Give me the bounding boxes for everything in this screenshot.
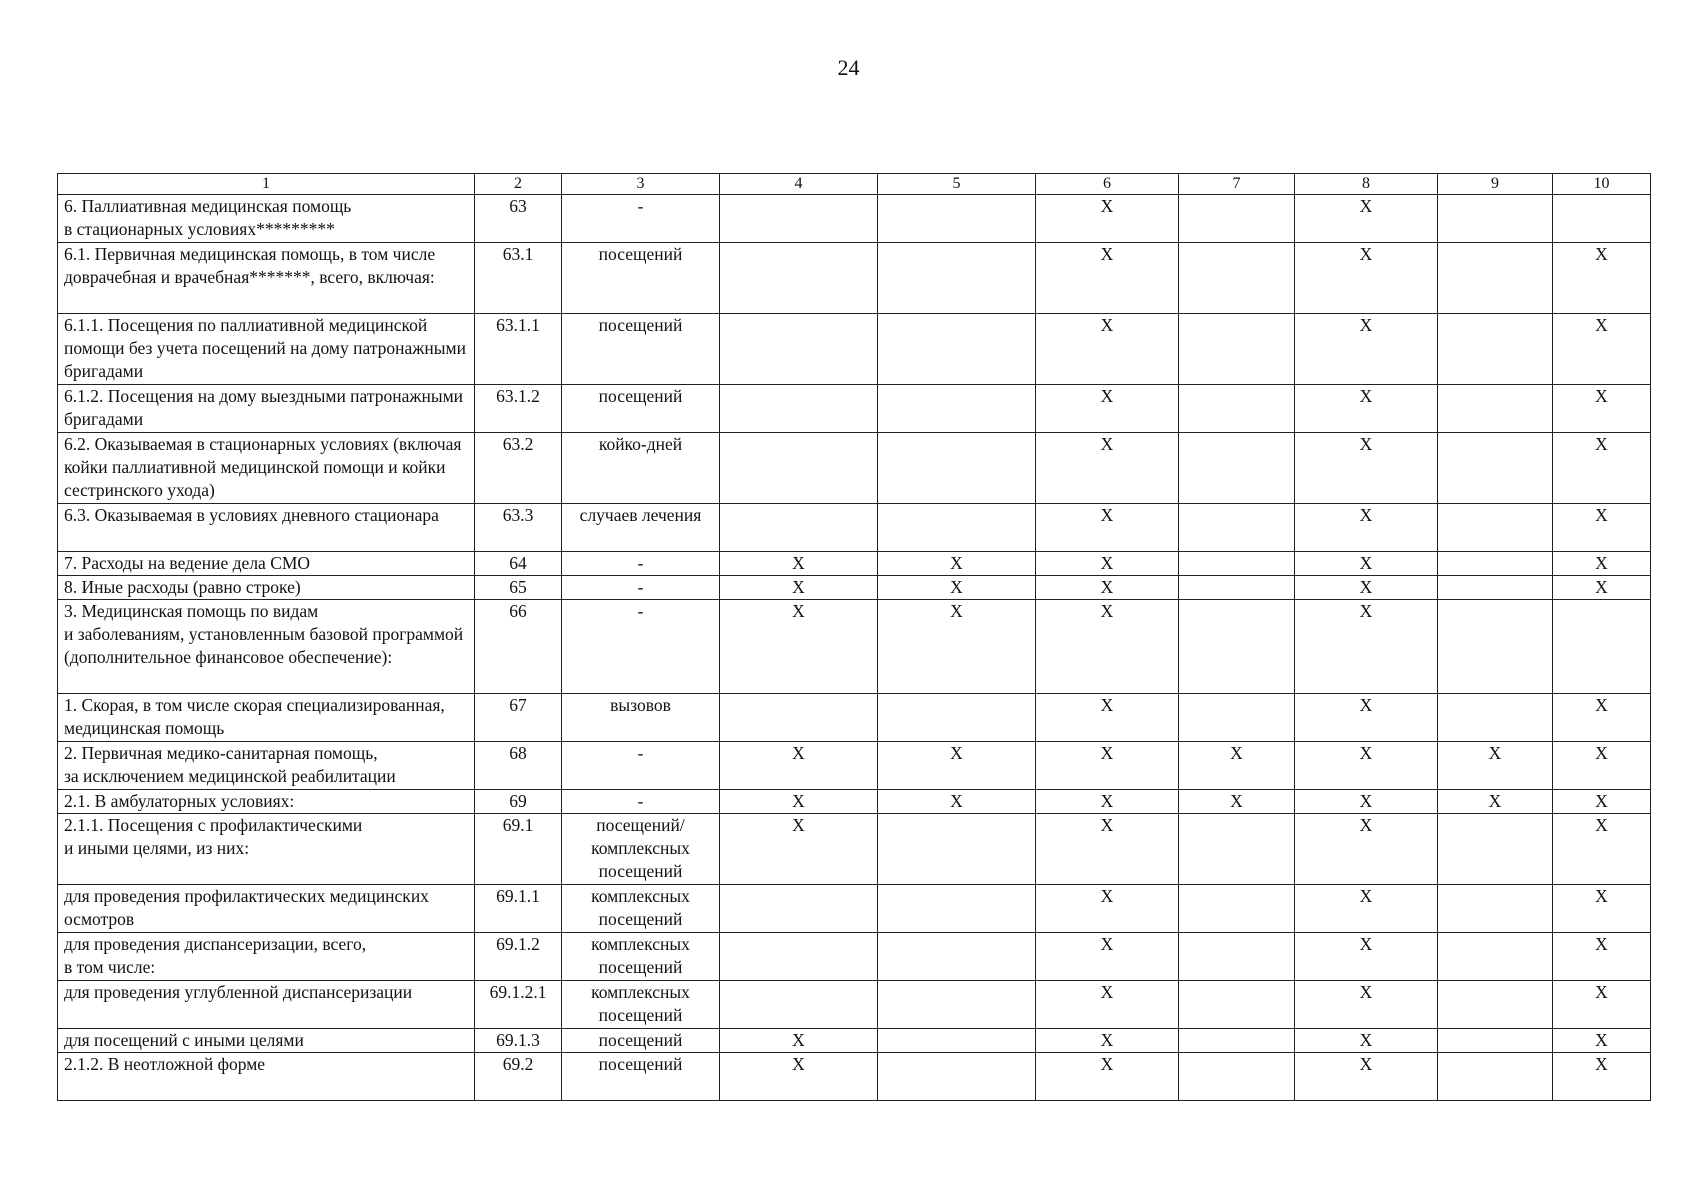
table-row (58, 600, 1651, 694)
cell-col-6: X (1036, 576, 1179, 600)
cell-col-7: X (1179, 790, 1295, 814)
row-unit: комплексных посещений (562, 933, 720, 981)
row-label: 6. Паллиативная медицинская помощь в стационарных условиях********* (58, 195, 475, 243)
cell-col-10: X (1553, 694, 1651, 742)
row-unit: - (562, 790, 720, 814)
cell-col-8: X (1295, 1053, 1438, 1101)
row-label: 2. Первичная медико-санитарная помощь, за исключением медицинской реабилитации (58, 742, 475, 790)
row-unit: посещений/ комплексных посещений (562, 814, 720, 885)
cell-col-7 (1179, 1029, 1295, 1053)
row-code: 65 (475, 576, 562, 600)
table-header-row (58, 174, 1651, 195)
cell-col-9 (1438, 385, 1553, 433)
row-label: 1. Скорая, в том числе скорая специализированная, медицинская помощь (58, 694, 475, 742)
row-code: 69.1 (475, 814, 562, 885)
row-unit: комплексных посещений (562, 981, 720, 1029)
cell-col-7 (1179, 814, 1295, 885)
row-unit: - (562, 195, 720, 243)
cell-col-8: X (1295, 885, 1438, 933)
cell-col-6: X (1036, 885, 1179, 933)
cell-col-7 (1179, 885, 1295, 933)
cell-col-6: X (1036, 195, 1179, 243)
cell-col-8: X (1295, 385, 1438, 433)
cell-col-10 (1553, 195, 1651, 243)
cell-col-8: X (1295, 576, 1438, 600)
cell-col-10: X (1553, 552, 1651, 576)
row-code: 69 (475, 790, 562, 814)
cell-col-4 (720, 433, 878, 504)
cell-col-8: X (1295, 981, 1438, 1029)
cell-col-5: X (878, 576, 1036, 600)
table-row (58, 385, 1651, 433)
cell-col-5 (878, 433, 1036, 504)
cell-col-6: X (1036, 314, 1179, 385)
cell-col-7 (1179, 243, 1295, 314)
cell-col-4 (720, 195, 878, 243)
cell-col-10: X (1553, 385, 1651, 433)
cell-col-4 (720, 885, 878, 933)
cell-col-5 (878, 885, 1036, 933)
cell-col-5 (878, 195, 1036, 243)
row-unit: - (562, 742, 720, 790)
cell-col-10: X (1553, 981, 1651, 1029)
cell-col-8: X (1295, 504, 1438, 552)
row-code: 69.1.1 (475, 885, 562, 933)
cell-col-10: X (1553, 933, 1651, 981)
cell-col-8: X (1295, 694, 1438, 742)
cell-col-4: X (720, 600, 878, 694)
row-code: 63.1.1 (475, 314, 562, 385)
row-unit: посещений (562, 243, 720, 314)
cell-col-4 (720, 314, 878, 385)
row-code: 69.1.2 (475, 933, 562, 981)
cell-col-9 (1438, 814, 1553, 885)
column-header: 6 (1036, 174, 1179, 195)
table-row (58, 814, 1651, 885)
row-label: для проведения профилактических медицинских осмотров (58, 885, 475, 933)
cell-col-8: X (1295, 1029, 1438, 1053)
table-row (58, 981, 1651, 1029)
row-label: для проведения диспансеризации, всего, в том числе: (58, 933, 475, 981)
cell-col-9 (1438, 243, 1553, 314)
table-row (58, 1029, 1651, 1053)
cell-col-7 (1179, 433, 1295, 504)
cell-col-6: X (1036, 694, 1179, 742)
cell-col-5: X (878, 552, 1036, 576)
cell-col-9 (1438, 885, 1553, 933)
table-row (58, 694, 1651, 742)
cell-col-7 (1179, 552, 1295, 576)
cell-col-8: X (1295, 790, 1438, 814)
table-row (58, 576, 1651, 600)
cell-col-4: X (720, 1053, 878, 1101)
cell-col-10: X (1553, 885, 1651, 933)
cell-col-8: X (1295, 433, 1438, 504)
cell-col-5 (878, 1029, 1036, 1053)
row-code: 69.1.3 (475, 1029, 562, 1053)
cell-col-7 (1179, 195, 1295, 243)
cell-col-4 (720, 933, 878, 981)
cell-col-6: X (1036, 814, 1179, 885)
cell-col-5 (878, 694, 1036, 742)
cell-col-8: X (1295, 552, 1438, 576)
cell-col-6: X (1036, 742, 1179, 790)
cell-col-6: X (1036, 933, 1179, 981)
row-code: 66 (475, 600, 562, 694)
column-header: 1 (58, 174, 475, 195)
cell-col-8: X (1295, 243, 1438, 314)
row-label: 2.1. В амбулаторных условиях: (58, 790, 475, 814)
cell-col-10: X (1553, 790, 1651, 814)
row-label: 6.1. Первичная медицинская помощь, в том числе доврачебная и врачебная*******, всего, включая: (58, 243, 475, 314)
cell-col-9 (1438, 195, 1553, 243)
cell-col-5 (878, 1053, 1036, 1101)
cell-col-4 (720, 243, 878, 314)
table-row (58, 243, 1651, 314)
cell-col-9 (1438, 600, 1553, 694)
cell-col-6: X (1036, 433, 1179, 504)
page-number: 24 (837, 55, 860, 80)
cell-col-6: X (1036, 504, 1179, 552)
row-label: 6.1.2. Посещения на дому выездными патронажными бригадами (58, 385, 475, 433)
cell-col-10: X (1553, 742, 1651, 790)
cell-col-8: X (1295, 933, 1438, 981)
row-unit: комплексных посещений (562, 885, 720, 933)
cell-col-6: X (1036, 385, 1179, 433)
column-header: 2 (475, 174, 562, 195)
row-code: 63.2 (475, 433, 562, 504)
row-code: 63 (475, 195, 562, 243)
column-header: 4 (720, 174, 878, 195)
cell-col-7 (1179, 1053, 1295, 1101)
column-header: 8 (1295, 174, 1438, 195)
row-unit: - (562, 552, 720, 576)
row-label: 7. Расходы на ведение дела СМО (58, 552, 475, 576)
column-header: 5 (878, 174, 1036, 195)
cell-col-10: X (1553, 1053, 1651, 1101)
cell-col-8: X (1295, 600, 1438, 694)
cell-col-9: X (1438, 742, 1553, 790)
cell-col-7 (1179, 694, 1295, 742)
row-label: 6.2. Оказываемая в стационарных условиях (включая койки паллиативной медицинской помощи и койки сестринского ухода) (58, 433, 475, 504)
table-row (58, 933, 1651, 981)
row-code: 63.1.2 (475, 385, 562, 433)
cell-col-5 (878, 814, 1036, 885)
table-row (58, 314, 1651, 385)
cell-col-6: X (1036, 981, 1179, 1029)
cell-col-5: X (878, 600, 1036, 694)
row-label: для посещений с иными целями (58, 1029, 475, 1053)
row-code: 69.2 (475, 1053, 562, 1101)
cell-col-6: X (1036, 552, 1179, 576)
cell-col-4: X (720, 1029, 878, 1053)
cell-col-9 (1438, 576, 1553, 600)
cell-col-7 (1179, 981, 1295, 1029)
cell-col-7 (1179, 314, 1295, 385)
cell-col-6: X (1036, 600, 1179, 694)
cell-col-9 (1438, 1053, 1553, 1101)
cell-col-4 (720, 385, 878, 433)
table-row (58, 195, 1651, 243)
row-label: 2.1.2. В неотложной форме (58, 1053, 475, 1101)
cell-col-10: X (1553, 314, 1651, 385)
cell-col-9 (1438, 504, 1553, 552)
cell-col-8: X (1295, 814, 1438, 885)
cell-col-5 (878, 314, 1036, 385)
cell-col-9 (1438, 694, 1553, 742)
table-row (58, 504, 1651, 552)
row-unit: вызовов (562, 694, 720, 742)
cell-col-10: X (1553, 433, 1651, 504)
cell-col-7 (1179, 933, 1295, 981)
cell-col-4 (720, 504, 878, 552)
row-label: 2.1.1. Посещения с профилактическими и иными целями, из них: (58, 814, 475, 885)
cell-col-9 (1438, 933, 1553, 981)
row-unit: посещений (562, 385, 720, 433)
cell-col-5 (878, 385, 1036, 433)
cell-col-5 (878, 243, 1036, 314)
column-header: 3 (562, 174, 720, 195)
row-unit: - (562, 576, 720, 600)
cell-col-5: X (878, 742, 1036, 790)
cell-col-4: X (720, 814, 878, 885)
row-code: 63.1 (475, 243, 562, 314)
row-code: 69.1.2.1 (475, 981, 562, 1029)
row-unit: посещений (562, 314, 720, 385)
row-unit: посещений (562, 1053, 720, 1101)
cell-col-4 (720, 694, 878, 742)
row-unit: - (562, 600, 720, 694)
cell-col-8: X (1295, 195, 1438, 243)
data-table (57, 173, 1651, 1101)
cell-col-10: X (1553, 1029, 1651, 1053)
cell-col-5 (878, 933, 1036, 981)
cell-col-9 (1438, 1029, 1553, 1053)
cell-col-9: X (1438, 790, 1553, 814)
table-row (58, 790, 1651, 814)
cell-col-9 (1438, 433, 1553, 504)
cell-col-7: X (1179, 742, 1295, 790)
row-code: 63.3 (475, 504, 562, 552)
table-row (58, 742, 1651, 790)
column-header: 9 (1438, 174, 1553, 195)
cell-col-7 (1179, 385, 1295, 433)
cell-col-10: X (1553, 576, 1651, 600)
cell-col-8: X (1295, 742, 1438, 790)
cell-col-6: X (1036, 243, 1179, 314)
cell-col-5 (878, 504, 1036, 552)
cell-col-10: X (1553, 243, 1651, 314)
cell-col-10: X (1553, 504, 1651, 552)
cell-col-7 (1179, 504, 1295, 552)
table-row (58, 552, 1651, 576)
row-code: 67 (475, 694, 562, 742)
column-header: 10 (1553, 174, 1651, 195)
row-label: 3. Медицинская помощь по видам и заболеваниям, установленным базовой программой (дополнительное финансовое обеспечение): (58, 600, 475, 694)
cell-col-4: X (720, 790, 878, 814)
cell-col-6: X (1036, 790, 1179, 814)
cell-col-10: X (1553, 814, 1651, 885)
cell-col-9 (1438, 314, 1553, 385)
row-label: 6.1.1. Посещения по паллиативной медицинской помощи без учета посещений на дому патронажными бригадами (58, 314, 475, 385)
cell-col-5 (878, 981, 1036, 1029)
cell-col-9 (1438, 552, 1553, 576)
row-unit: посещений (562, 1029, 720, 1053)
row-label: 8. Иные расходы (равно строке) (58, 576, 475, 600)
column-header: 7 (1179, 174, 1295, 195)
cell-col-4 (720, 981, 878, 1029)
row-code: 68 (475, 742, 562, 790)
cell-col-9 (1438, 981, 1553, 1029)
cell-col-4: X (720, 552, 878, 576)
table-row (58, 1053, 1651, 1101)
cell-col-8: X (1295, 314, 1438, 385)
row-code: 64 (475, 552, 562, 576)
row-unit: койко-дней (562, 433, 720, 504)
row-label: для проведения углубленной диспансеризации (58, 981, 475, 1029)
row-label: 6.3. Оказываемая в условиях дневного стационара (58, 504, 475, 552)
table-row (58, 885, 1651, 933)
cell-col-4: X (720, 742, 878, 790)
cell-col-6: X (1036, 1053, 1179, 1101)
cell-col-6: X (1036, 1029, 1179, 1053)
cell-col-10 (1553, 600, 1651, 694)
cell-col-4: X (720, 576, 878, 600)
cell-col-7 (1179, 600, 1295, 694)
cell-col-7 (1179, 576, 1295, 600)
table-row (58, 433, 1651, 504)
row-unit: случаев лечения (562, 504, 720, 552)
cell-col-5: X (878, 790, 1036, 814)
